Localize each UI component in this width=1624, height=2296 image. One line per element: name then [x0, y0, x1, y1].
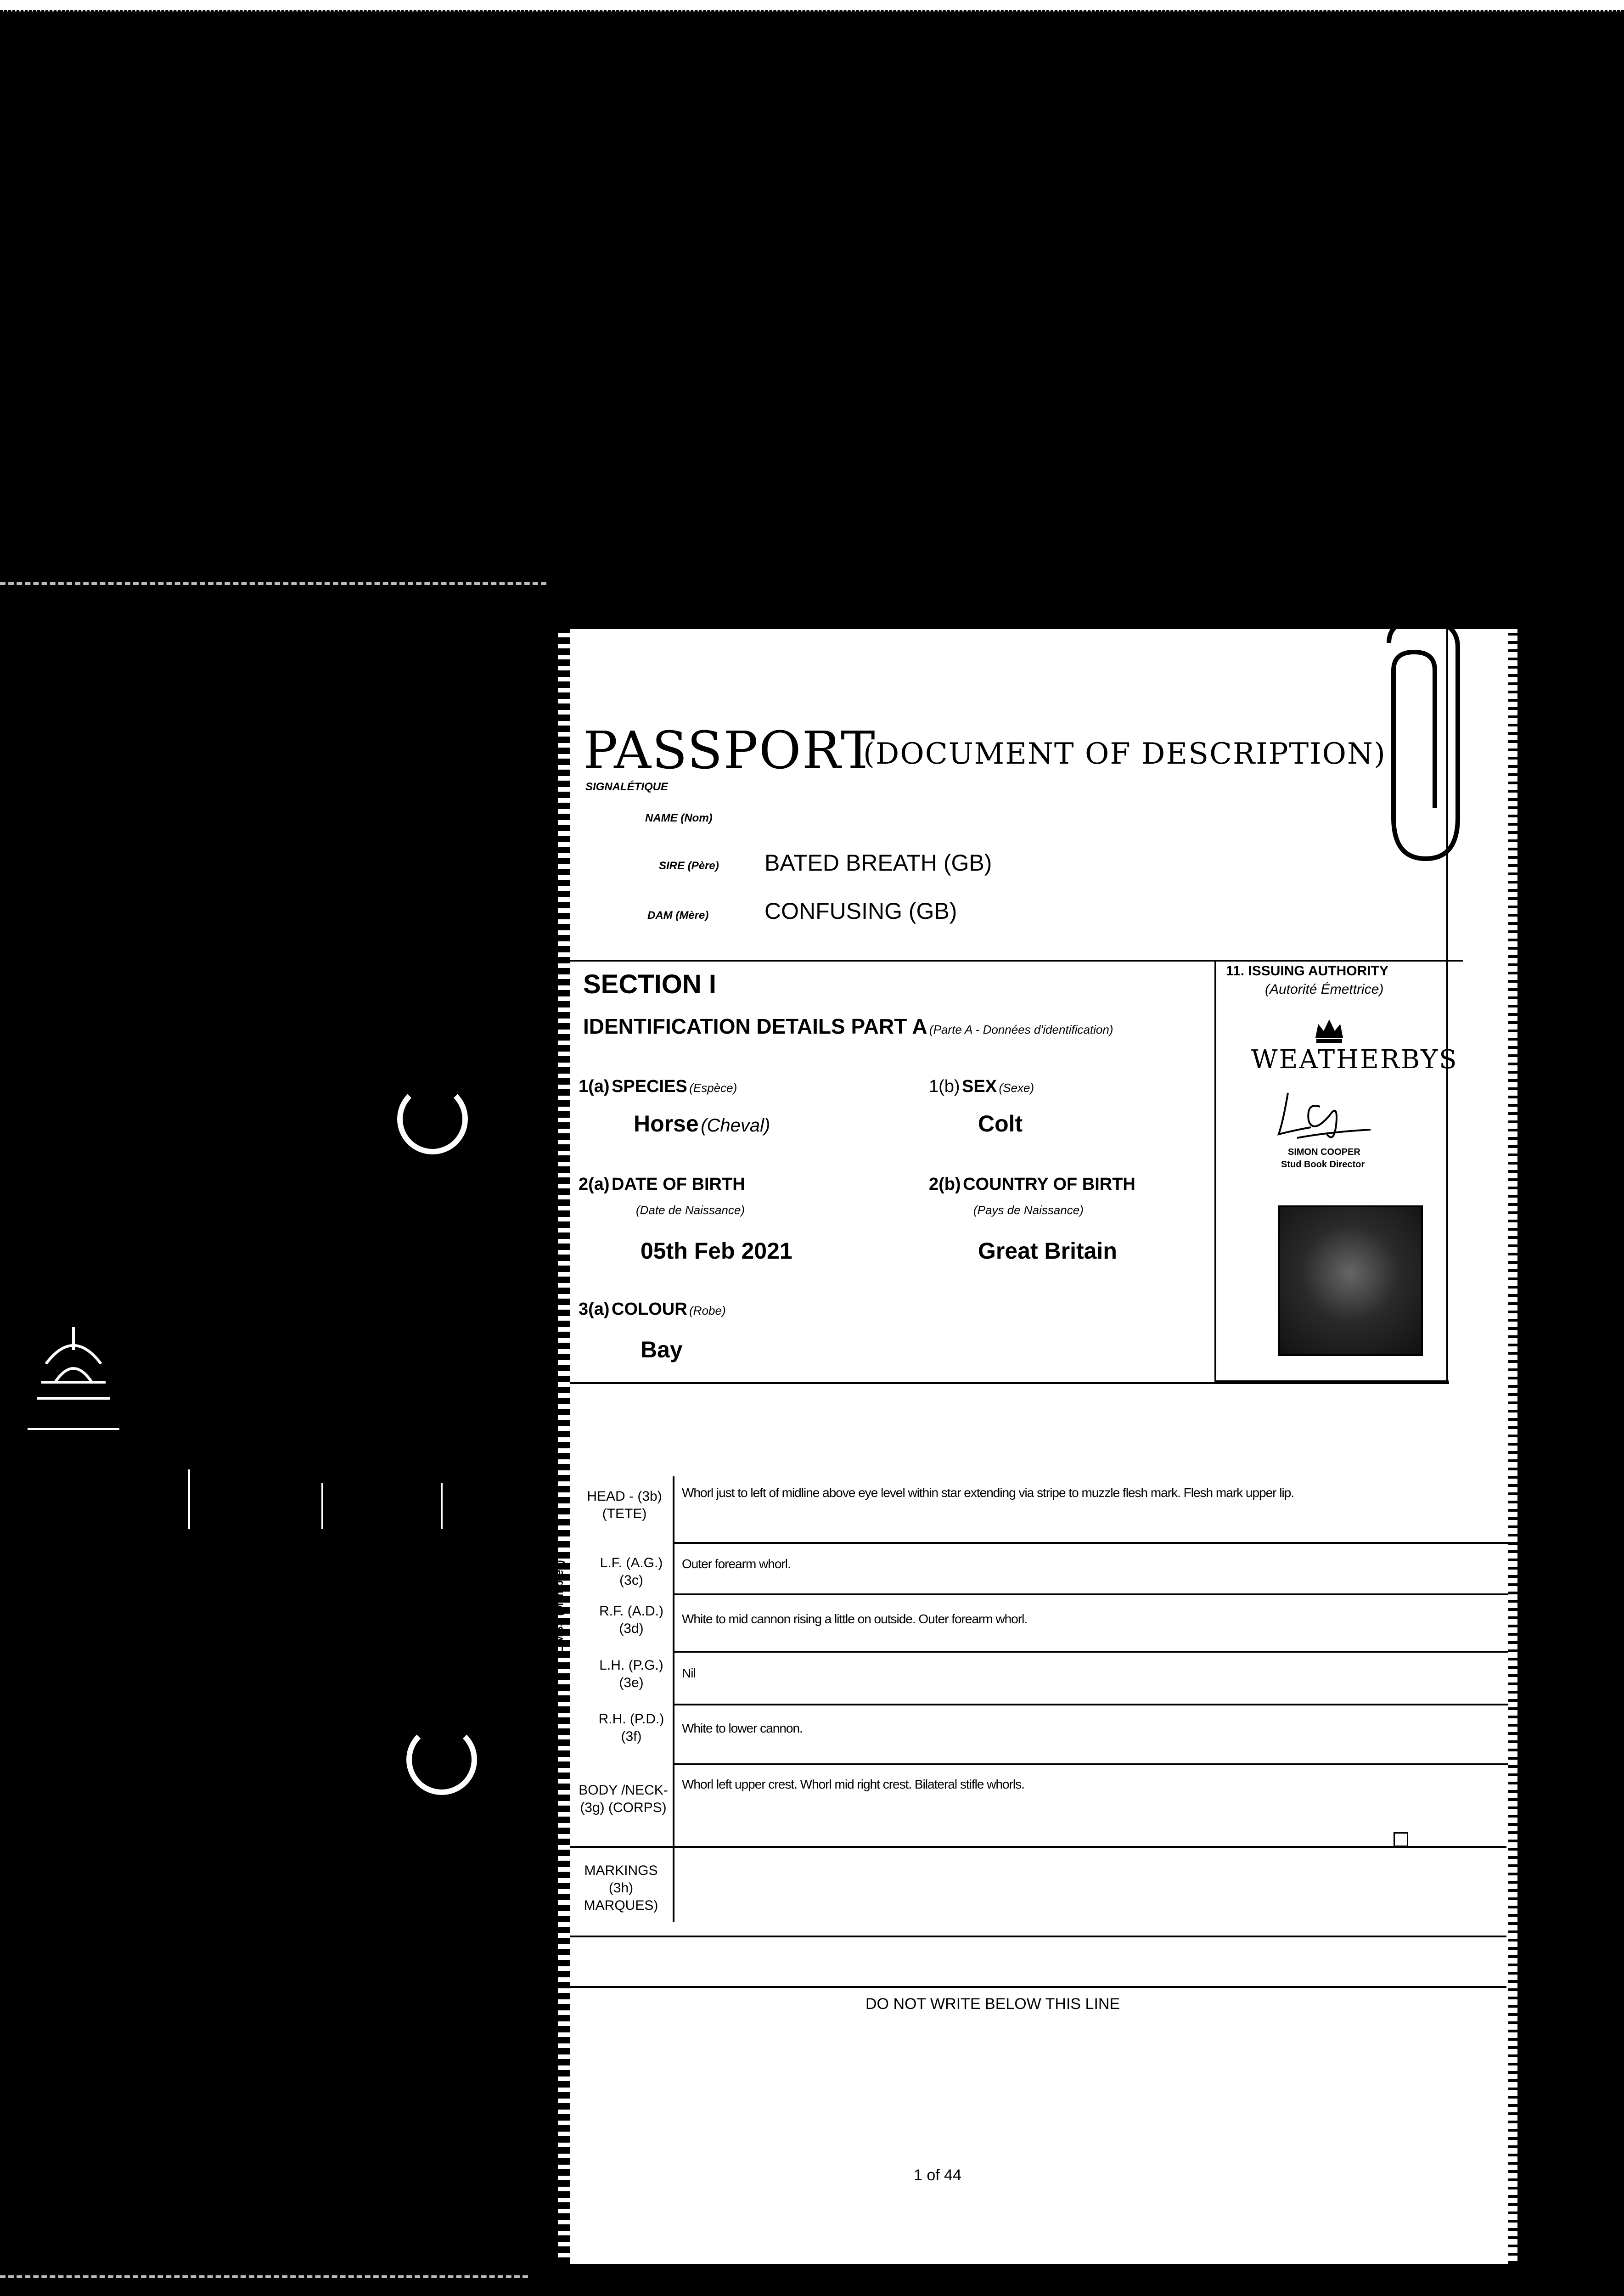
limbs-vertical-label: LIMBS (Membres)	[553, 1560, 566, 1653]
binder-ring	[406, 1724, 477, 1795]
marking-row-label-rh: R.H. (P.D.) (3f)	[598, 1711, 664, 1744]
ia-bottom-rule	[1214, 1380, 1449, 1382]
paperclip-icon	[1371, 615, 1490, 872]
marking-row-rule	[673, 1651, 1508, 1653]
dam-value: CONFUSING (GB)	[764, 898, 957, 924]
section-bottom-rule	[570, 1382, 1449, 1384]
marking-row-rule	[570, 1846, 1506, 1848]
binder-dash-line	[0, 2275, 528, 2278]
sex-field-label: 1(b) SEX (Sexe)	[929, 1077, 1034, 1096]
dob-field-label: 2(a) DATE OF BIRTH	[579, 1175, 745, 1194]
binder-line	[188, 1469, 190, 1529]
marking-row-rule	[673, 1704, 1508, 1705]
colour-value: Bay	[641, 1337, 683, 1362]
marking-row-label-lh: L.H. (P.G.) (3e)	[599, 1658, 663, 1690]
cob-field-label: 2(b) COUNTRY OF BIRTH	[929, 1175, 1135, 1194]
binder-dash-line	[0, 582, 546, 585]
marking-row-rule	[673, 1542, 1508, 1544]
small-box-mark	[1394, 1832, 1408, 1847]
cob-value: Great Britain	[978, 1238, 1117, 1264]
species-field-label: 1(a) SPECIES (Espèce)	[579, 1077, 737, 1096]
binder-ring	[397, 1084, 468, 1154]
signaletique-label: SIGNALÉTIQUE	[585, 781, 669, 793]
signatory-name: SIMON COOPER	[1288, 1147, 1360, 1157]
do-not-write-rule	[570, 1986, 1506, 1988]
marking-row-text-head: Whorl just to left of midline above eye level within star extending via stripe to muzzle flesh mark. Flesh mark upper lip.	[682, 1486, 1294, 1500]
passport-subtitle: (DOCUMENT OF DESCRIPTION)	[863, 737, 1386, 771]
issuing-authority-subtitle: (Autorité Émettrice)	[1265, 982, 1384, 997]
section-title: SECTION I	[583, 969, 717, 999]
issuing-authority-divider	[1214, 960, 1216, 1382]
marking-row-text-body: Whorl left upper crest. Whorl mid right crest. Bilateral stifle whorls.	[682, 1777, 1024, 1791]
name-label: NAME (Nom)	[645, 812, 713, 824]
cob-field-sub: (Pays de Naissance)	[973, 1203, 1084, 1217]
marking-row-label-body: BODY /NECK- (3g) (CORPS)	[579, 1783, 668, 1815]
crown-crest-icon	[1311, 1013, 1348, 1045]
species-value: Horse (Cheval)	[634, 1111, 770, 1137]
marking-row-rule	[673, 1593, 1508, 1595]
marking-row-label-head: HEAD - (3b) (TETE)	[587, 1489, 662, 1521]
scan-top-edge	[0, 0, 1624, 11]
marking-row-text-rf: White to mid cannon rising a little on outside. Outer forearm whorl.	[682, 1612, 1028, 1626]
binding-spine	[558, 629, 570, 2264]
marking-row-text-rh: White to lower cannon.	[682, 1721, 803, 1735]
issuing-authority-title: 11. ISSUING AUTHORITY	[1226, 963, 1388, 979]
colour-field-label: 3(a) COLOUR (Robe)	[579, 1300, 726, 1319]
page-number: 1 of 44	[914, 2167, 961, 2184]
marking-row-label-rf: R.F. (A.D.) (3d)	[599, 1604, 663, 1636]
sire-value: BATED BREATH (GB)	[764, 850, 992, 876]
marking-row-text-lf: Outer forearm whorl.	[682, 1557, 791, 1571]
marking-row-text-lh: Nil	[682, 1666, 696, 1680]
do-not-write-notice: DO NOT WRITE BELOW THIS LINE	[865, 1995, 1120, 2013]
hologram-stamp	[1278, 1205, 1423, 1356]
dob-value: 05th Feb 2021	[641, 1238, 792, 1264]
dob-field-sub: (Date de Naissance)	[636, 1203, 745, 1217]
passport-page	[553, 629, 1517, 2264]
dam-label: DAM (Mère)	[647, 909, 709, 922]
marking-row-label-lf: L.F. (A.G.) (3c)	[600, 1555, 663, 1588]
binder-line	[441, 1483, 443, 1529]
header-right-rule	[1446, 629, 1448, 1382]
signature	[1270, 1084, 1380, 1143]
binder-emblem-icon	[28, 1318, 119, 1424]
weatherbys-logo: WEATHERBYS	[1251, 1045, 1458, 1075]
binder-line	[321, 1483, 323, 1529]
binder-line	[28, 1428, 119, 1430]
marking-row-rule	[570, 1936, 1506, 1937]
page-edge	[1508, 629, 1517, 2264]
sex-value: Colt	[978, 1111, 1023, 1137]
marking-row-rule	[673, 1763, 1508, 1765]
marking-row-label-markings: MARKINGS (3h) MARQUES)	[584, 1863, 658, 1913]
passport-title: PASSPORT	[583, 721, 876, 781]
signatory-role: Stud Book Director	[1281, 1159, 1365, 1170]
header-bottom-rule	[570, 960, 1463, 962]
section-subtitle: IDENTIFICATION DETAILS PART A (Parte A - Données d'identification)	[583, 1014, 1113, 1038]
sire-label: SIRE (Père)	[659, 860, 719, 872]
